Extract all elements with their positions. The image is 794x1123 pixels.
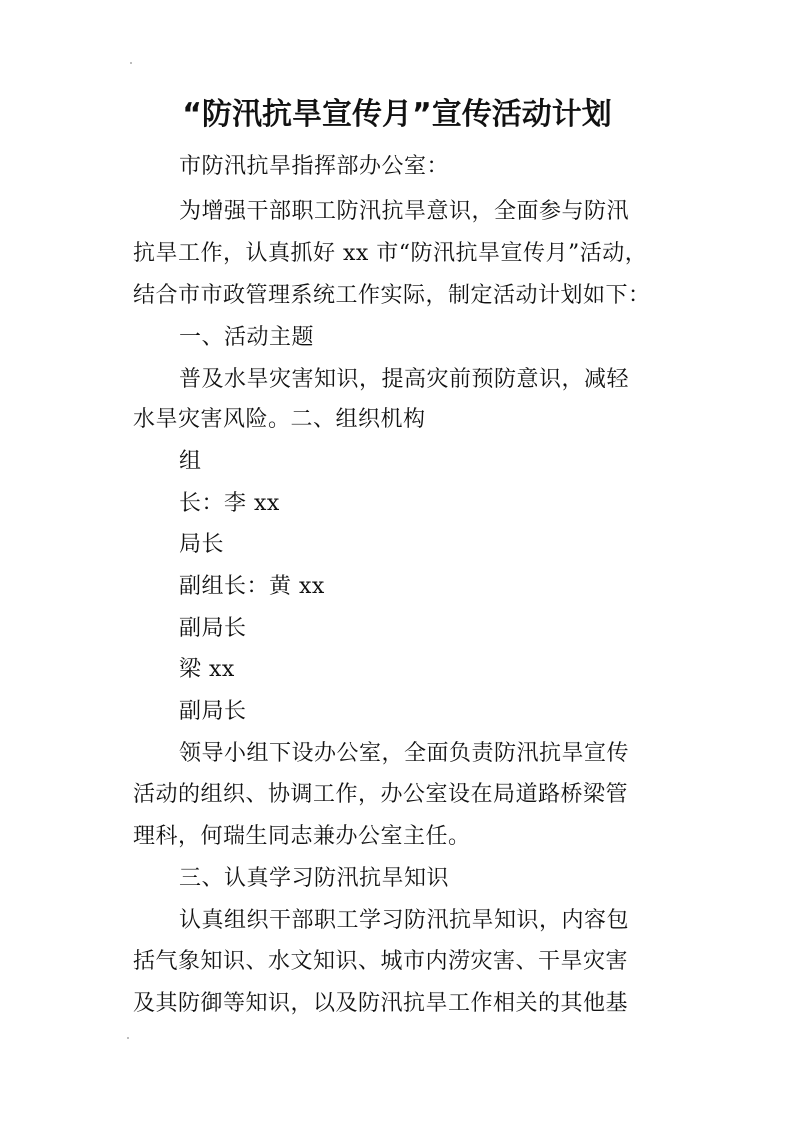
paragraph-line: 长：李 xx	[179, 491, 280, 516]
paragraph-line: 梁 xx	[179, 657, 235, 682]
paragraph-line: 水旱灾害风险。二、组织机构	[133, 407, 426, 432]
paragraph-line: 理科，何瑞生同志兼办公室主任。	[133, 824, 471, 849]
paragraph-line: 领导小组下设办公室，全面负责防汛抗旱宣传	[179, 741, 630, 766]
paragraph-line: 括气象知识、水文知识、城市内涝灾害、干旱灾害	[133, 949, 629, 974]
paragraph-line: 及其防御等知识，以及防汛抗旱工作相关的其他基	[133, 991, 629, 1016]
section-heading: 三、认真学习防汛抗旱知识	[179, 866, 450, 891]
section-heading: 一、活动主题	[179, 325, 315, 350]
paragraph-line: 副组长：黄 xx	[179, 574, 325, 599]
paragraph-line: 副局长	[179, 699, 247, 724]
paragraph-line: 组	[179, 449, 202, 474]
scan-speck-top	[130, 62, 132, 64]
paragraph-line: 活动的组织、协调工作，办公室设在局道路桥梁管	[133, 782, 629, 807]
paragraph-line: 市防汛抗旱指挥部办公室：	[179, 154, 450, 179]
paragraph-line: 认真组织干部职工学习防汛抗旱知识，内容包	[179, 908, 630, 933]
document-title: “防汛抗旱宣传月”宣传活动计划	[182, 97, 612, 132]
paragraph-line: 副局长	[179, 616, 247, 641]
paragraph-line: 局长	[179, 532, 225, 557]
paragraph-line: 为增强干部职工防汛抗旱意识，全面参与防汛	[179, 199, 630, 224]
paragraph-line: 普及水旱灾害知识，提高灾前预防意识，减轻	[179, 367, 630, 392]
paragraph-line: 结合市市政管理系统工作实际，制定活动计划如下：	[133, 283, 651, 308]
scan-speck-bottom	[127, 1037, 129, 1039]
paragraph-line: 抗旱工作，认真抓好 xx 市“防汛抗旱宣传月”活动，	[133, 241, 648, 266]
